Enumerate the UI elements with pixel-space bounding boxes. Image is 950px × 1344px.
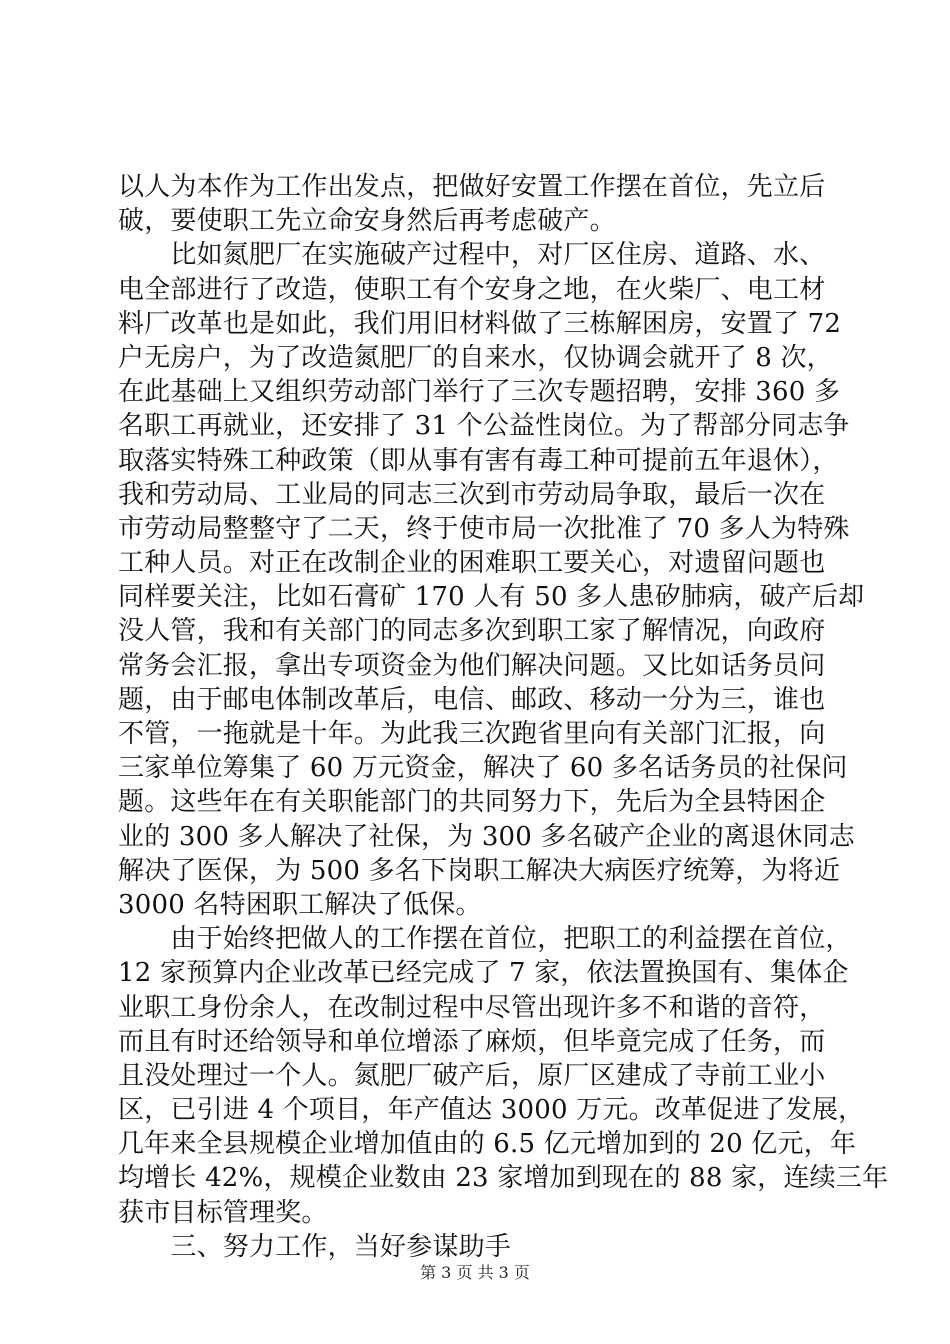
text-line: 解决了医保，为 500 多名下岗职工解决大病医疗统筹，为将近 (118, 855, 841, 886)
text-line: 没人管，我和有关部门的同志多次到职工家了解情况，向政府 (118, 616, 826, 647)
text-line: 业职工身份余人，在改制过程中尽管出现许多不和谐的音符， (118, 992, 826, 1023)
text-line: 我和劳动局、工业局的同志三次到市劳动局争取，最后一次在 (118, 479, 826, 510)
text-line: 且没处理过一个人。氮肥厂破产后，原厂区建成了寺前工业小 (118, 1060, 826, 1091)
text-line: 破，要使职工先立命安身然后再考虑破产。 (118, 206, 616, 237)
text-line: 比如氮肥厂在实施破产过程中，对厂区住房、道路、水、 (118, 240, 826, 271)
text-line: 由于始终把做人的工作摆在首位，把职工的利益摆在首位， (118, 924, 852, 955)
text-line: 题。这些年在有关职能部门的共同努力下，先后为全县特困企 (118, 787, 826, 818)
text-line: 业的 300 多人解决了社保，为 300 多名破产企业的离退休同志 (118, 821, 855, 852)
text-line: 电全部进行了改造，使职工有个安身之地，在火柴厂、电工材 (118, 274, 826, 305)
text-line: 料厂改革也是如此，我们用旧材料做了三栋解困房，安置了 72 (118, 308, 842, 339)
text-line: 不管，一拖就是十年。为此我三次跑省里向有关部门汇报，向 (118, 719, 826, 749)
text-line: 以人为本作为工作出发点，把做好安置工作摆在首位，先立后 (118, 172, 826, 202)
page-footer (0, 1263, 950, 1283)
text-line: 区，已引进 4 个项目，年产值达 3000 万元。改革促进了发展， (118, 1095, 865, 1126)
text-line: 获市目标管理奖。 (118, 1197, 328, 1228)
text-line: 市劳动局整整守了二天，终于使市局一次批准了 70 多人为特殊 (118, 513, 850, 544)
text-line: 12 家预算内企业改革已经完成了 7 家，依法置换国有、集体企 (118, 958, 849, 989)
text-line: 而且有时还给领导和单位增添了麻烦，但毕竟完成了任务，而 (118, 1026, 826, 1057)
text-line: 同样要关注，比如石膏矿 170 人有 50 多人患矽肺病，破产后却 (118, 582, 865, 613)
text-line: 三家单位筹集了 60 万元资金，解决了 60 多名话务员的社保问 (118, 753, 848, 784)
text-line: 题，由于邮电体制改革后，电信、邮政、移动一分为三，谁也 (118, 684, 826, 715)
text-line: 常务会汇报，拿出专项资金为他们解决问题。又比如话务员问 (118, 650, 826, 681)
text-line: 均增长 42%，规模企业数由 23 家增加到现在的 88 家，连续三年 (118, 1163, 889, 1194)
text-line: 取落实特殊工种政策（即从事有害有毒工种可提前五年退休）， (118, 445, 839, 476)
text-line: 名职工再就业，还安排了 31 个公益性岗位。为了帮部分同志争 (118, 411, 850, 442)
text-line: 户无房户，为了改造氮肥厂的自来水，仅协调会就开了 8 次， (118, 342, 833, 373)
page-number-label: 第 3 页 共 3 页 (420, 1263, 530, 1282)
text-line: 工种人员。对正在改制企业的困难职工要关心，对遗留问题也 (118, 548, 826, 579)
text-line: 几年来全县规模企业增加值由的 6.5 亿元增加到的 20 亿元，年 (118, 1129, 857, 1160)
text-line: 3000 名特困职工解决了低保。 (118, 889, 482, 920)
section-heading: 三、努力工作，当好参谋助手 (118, 1231, 512, 1262)
document-body (118, 170, 889, 1264)
text-line: 在此基础上又组织劳动部门举行了三次专题招聘，安排 360 多 (118, 377, 841, 408)
